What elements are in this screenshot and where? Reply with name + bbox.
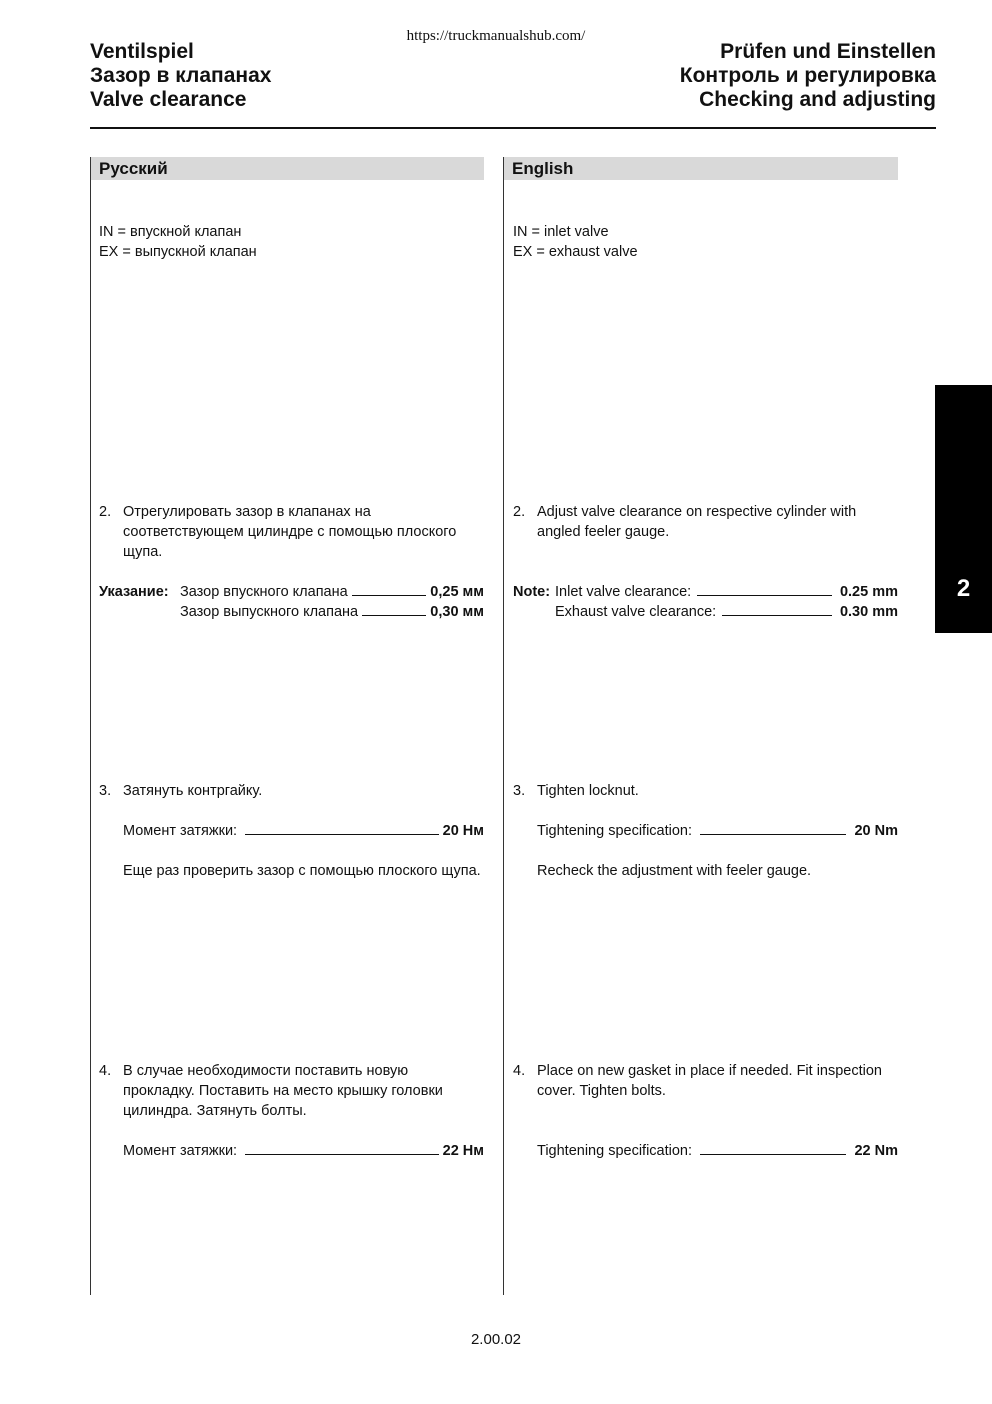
leader-line <box>362 603 426 616</box>
note-ru-inlet-label: Зазор впускного клапана <box>180 584 348 600</box>
step-4-ru-line-2: прокладку. Поставить на место крышку головки <box>123 1083 443 1099</box>
leader-line <box>700 822 846 835</box>
note-en-exhaust-label: Exhaust valve clearance: <box>555 604 717 620</box>
step-4-ru-line-3: цилиндра. Затянуть болты. <box>123 1103 307 1119</box>
note-ru-exhaust <box>180 602 484 622</box>
torque-ru-value: 20 Нм <box>442 823 484 839</box>
note-ru-exhaust-value: 0,30 мм <box>430 604 484 620</box>
recheck-en: Recheck the adjustment with feeler gauge. <box>537 863 812 879</box>
note-en-exhaust <box>555 602 898 622</box>
note-en-inlet <box>555 582 898 602</box>
leader-line <box>700 1142 846 1155</box>
header-left-ru: Зазор в клапанах <box>90 64 272 87</box>
step-2-en-line-1: Adjust valve clearance on respective cylinder with <box>537 504 857 520</box>
legend-en-ex: EX = exhaust valve <box>513 244 638 260</box>
header-rule <box>90 127 936 129</box>
note-ru-exhaust-label: Зазор выпускного клапана <box>180 604 359 620</box>
step-4-en-line-2: cover. Tighten bolts. <box>537 1083 666 1099</box>
step-4-en-line-1: Place on new gasket in place if needed. Fit inspection <box>537 1063 882 1079</box>
torque-ru-label: Момент затяжки: <box>123 1143 238 1159</box>
torque-en-label: Tightening specification: <box>537 1143 693 1159</box>
torque-en-label: Tightening specification: <box>537 823 693 839</box>
step-4-en-text <box>537 1061 882 1101</box>
header-right-en: Checking and adjusting <box>699 88 936 111</box>
step-2-ru-line-2: соответствующем цилиндре с помощью плоского <box>123 524 457 540</box>
legend-en <box>513 222 638 262</box>
recheck-ru: Еще раз проверить зазор с помощью плоского щупа. <box>123 863 481 879</box>
note-en-inlet-value: 0.25 mm <box>839 584 898 600</box>
column-heading-russian: Русский <box>91 157 484 180</box>
chapter-tab-number: 2 <box>956 575 971 602</box>
step-3-ru-number: 3. <box>99 783 112 799</box>
legend-ru-in: IN = впускной клапан <box>99 224 242 240</box>
column-divider-left <box>90 157 91 1295</box>
torque-ru-label: Момент затяжки: <box>123 823 238 839</box>
torque-en-step-3 <box>537 821 898 841</box>
note-ru-label: Указание: <box>99 584 169 600</box>
step-2-en-number: 2. <box>513 504 526 520</box>
note-en-inlet-label: Inlet valve clearance: <box>555 584 692 600</box>
step-4-ru-line-1: В случае необходимости поставить новую <box>123 1063 409 1079</box>
note-en-label: Note: <box>513 584 551 600</box>
step-2-ru <box>99 502 484 564</box>
torque-en-value: 20 Nm <box>854 823 898 839</box>
leader-line <box>722 603 832 616</box>
leader-line <box>697 583 832 596</box>
step-2-ru-number: 2. <box>99 504 112 520</box>
step-4-ru-number: 4. <box>99 1063 112 1079</box>
step-3-en-text: Tighten locknut. <box>537 783 639 799</box>
legend-ru <box>99 222 257 262</box>
step-4-en <box>513 1061 898 1103</box>
torque-ru-value: 22 Нм <box>442 1143 484 1159</box>
legend-en-in: IN = inlet valve <box>513 224 609 240</box>
step-2-en-text <box>537 502 856 542</box>
source-url[interactable]: https://truckmanualshub.com/ <box>406 28 586 44</box>
leader-line <box>245 1142 439 1155</box>
header-left-de: Ventilspiel <box>90 40 194 63</box>
step-2-ru-line-3: щупа. <box>123 544 163 560</box>
column-divider-right <box>503 157 504 1295</box>
header-title-left <box>90 40 271 112</box>
step-2-ru-text <box>123 502 456 562</box>
header-right-ru: Контроль и регулировка <box>679 64 936 87</box>
torque-en-value: 22 Nm <box>854 1143 898 1159</box>
step-4-en-number: 4. <box>513 1063 526 1079</box>
note-en-exhaust-value: 0.30 mm <box>839 604 898 620</box>
torque-ru-step-3 <box>123 821 484 841</box>
legend-ru-ex: EX = выпускной клапан <box>99 244 257 260</box>
header-right-de: Prüfen und Einstellen <box>720 40 936 63</box>
step-3-ru-text: Затянуть контргайку. <box>123 783 263 799</box>
step-4-ru-text <box>123 1061 443 1121</box>
step-2-en-line-2: angled feeler gauge. <box>537 524 670 540</box>
column-heading-english: English <box>504 157 898 180</box>
step-2-en <box>513 502 898 544</box>
leader-line <box>352 583 427 596</box>
torque-en-step-4 <box>537 1141 898 1161</box>
header-title-right <box>680 40 936 112</box>
page-number: 2.00.02 <box>470 1331 522 1348</box>
torque-ru-step-4 <box>123 1141 484 1161</box>
step-4-ru <box>99 1061 484 1123</box>
leader-line <box>245 822 439 835</box>
step-2-ru-line-1: Отрегулировать зазор в клапанах на <box>123 504 371 520</box>
note-ru-inlet <box>180 582 484 602</box>
note-ru-inlet-value: 0,25 мм <box>430 584 484 600</box>
header-left-en: Valve clearance <box>90 88 247 111</box>
step-3-en-number: 3. <box>513 783 526 799</box>
chapter-tab <box>935 385 992 633</box>
